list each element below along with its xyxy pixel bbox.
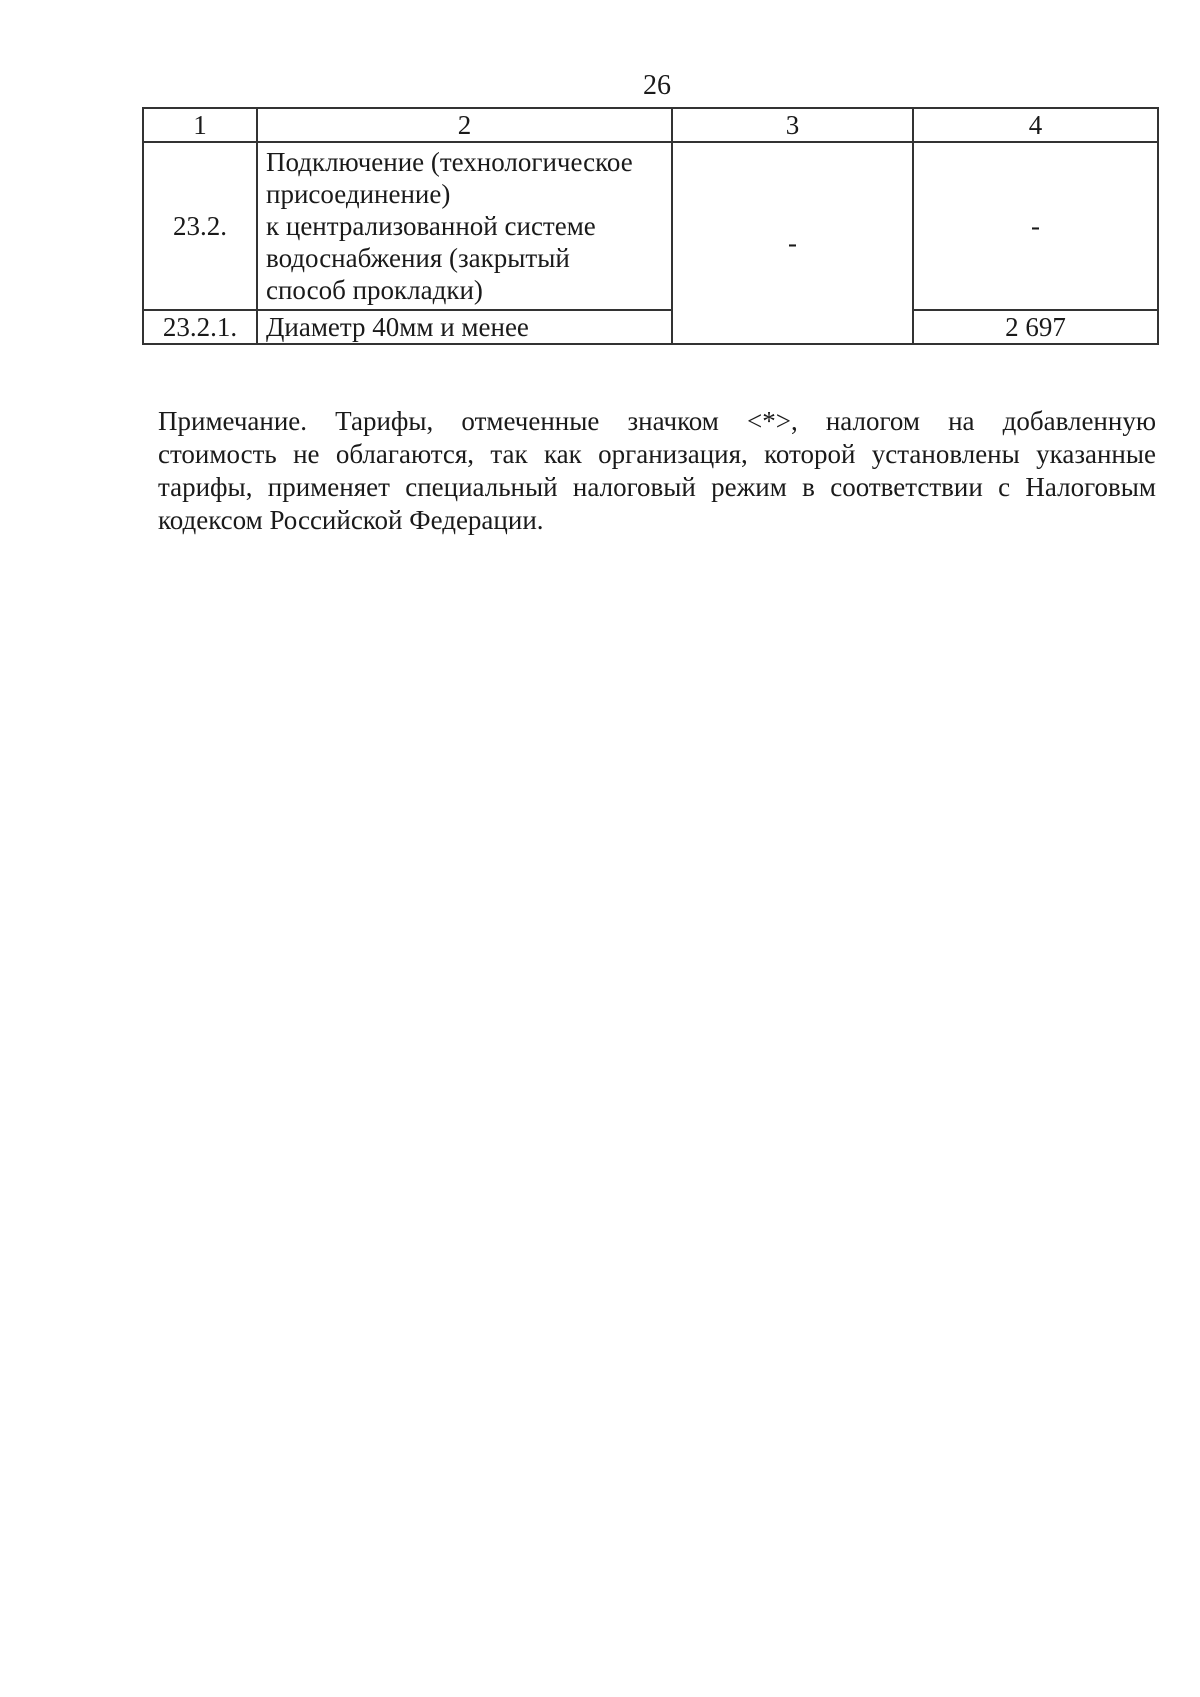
table-row bbox=[143, 310, 1158, 344]
table-header-row bbox=[143, 108, 1158, 142]
note-line: Примечание. Тарифы, отмеченные значком <*>, налогом на добавленную bbox=[158, 406, 1156, 436]
row-number: 23.2. bbox=[143, 142, 257, 310]
note-line: кодексом Российской Федерации. bbox=[158, 505, 544, 535]
column-header-2: 2 bbox=[257, 108, 672, 142]
row-name-line: Подключение (технологическое bbox=[266, 147, 633, 177]
table-row bbox=[143, 142, 1158, 310]
row-name-line: к централизованной системе bbox=[266, 211, 596, 241]
tariff-table bbox=[142, 107, 1159, 345]
row-name-line: присоединение) bbox=[266, 179, 451, 209]
page-number: 26 bbox=[643, 70, 671, 101]
row-number: 23.2.1. bbox=[143, 310, 257, 344]
column-header-3: 3 bbox=[672, 108, 913, 142]
column-header-1: 1 bbox=[143, 108, 257, 142]
row-name bbox=[257, 142, 672, 310]
column-4-value: - bbox=[913, 142, 1158, 310]
note-line: стоимость не облагаются, так как организация, которой установлены указанные bbox=[158, 439, 1156, 469]
note-paragraph bbox=[158, 405, 1156, 537]
column-header-4: 4 bbox=[913, 108, 1158, 142]
tariff-value: 2 697 bbox=[913, 310, 1158, 344]
row-name-line: способ прокладки) bbox=[266, 275, 483, 305]
row-name: Диаметр 40мм и менее bbox=[257, 310, 672, 344]
column-3-value: - bbox=[672, 142, 913, 344]
row-name-line: водоснабжения (закрытый bbox=[266, 243, 570, 273]
note-line: тарифы, применяет специальный налоговый режим в соответствии с Налоговым bbox=[158, 472, 1156, 502]
